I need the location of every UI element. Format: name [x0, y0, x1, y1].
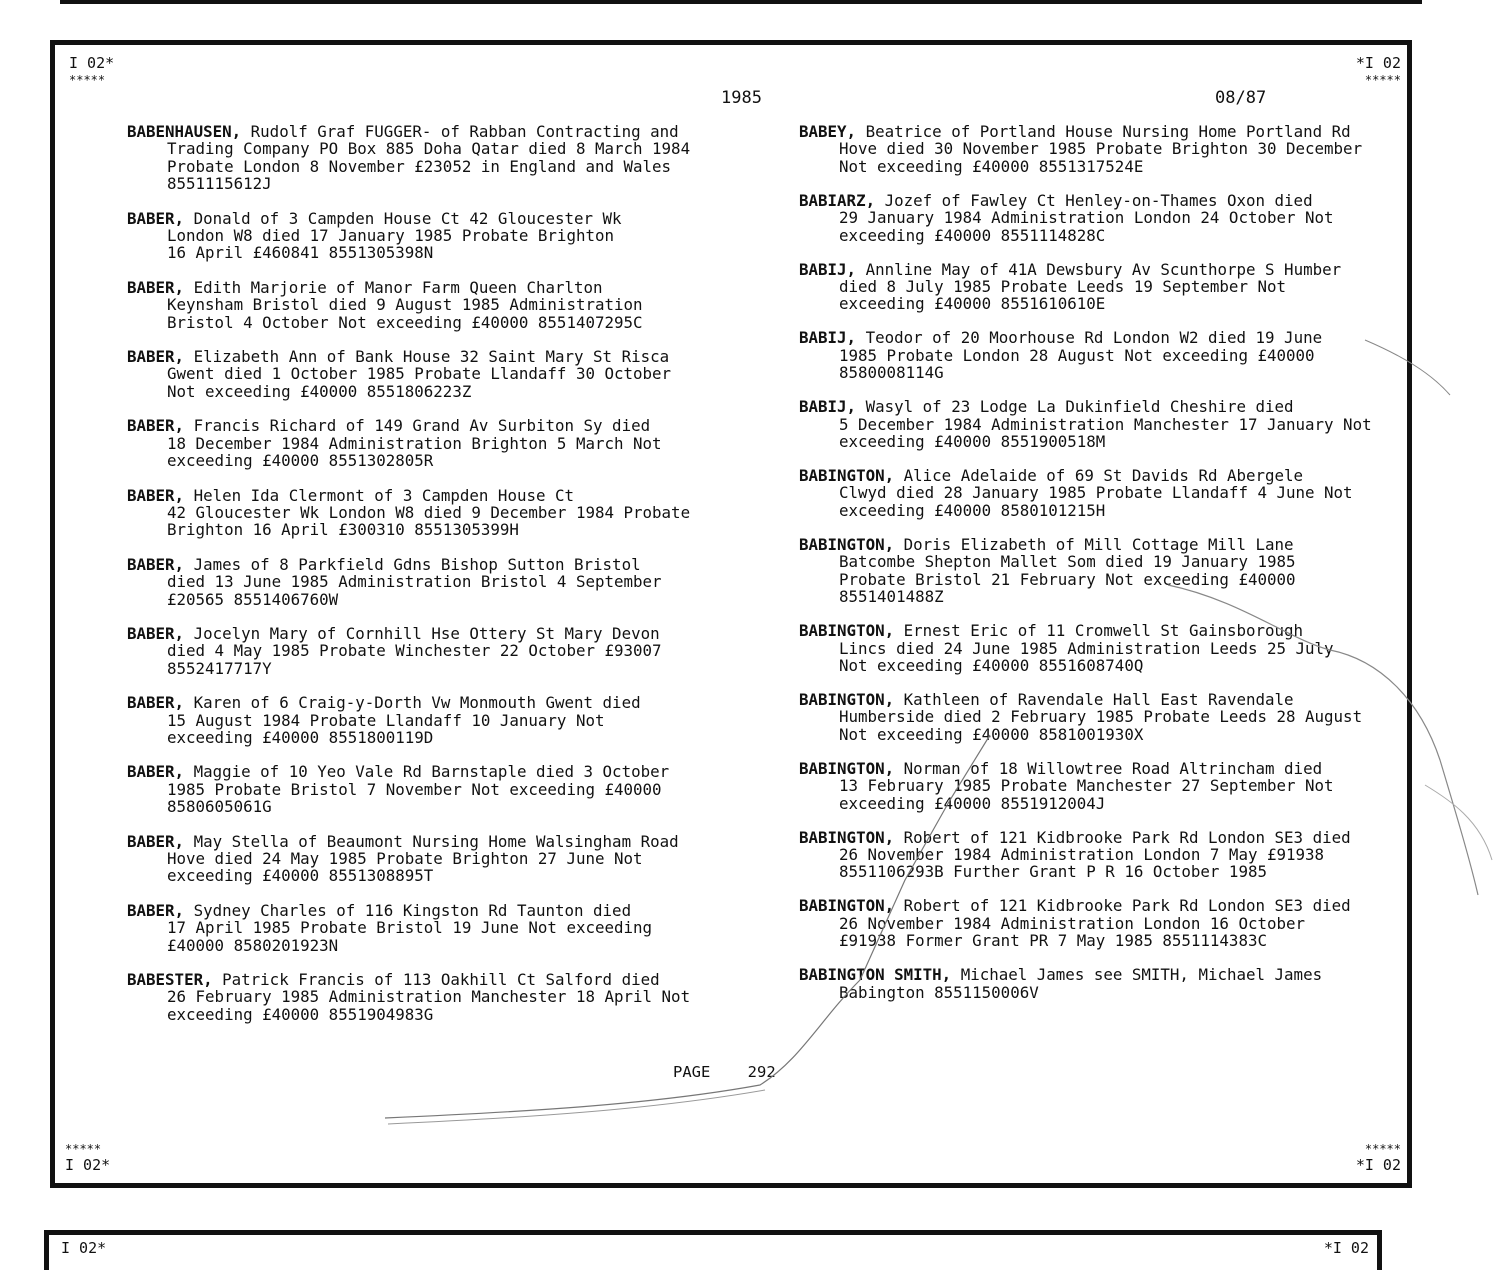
entry-details: Beatrice of Portland House Nursing Home Portland Rd Hove died 30 November 1985 Probate Brighton 30 December Not exceeding £40000 8551317524E — [839, 122, 1363, 176]
entry-details: Edith Marjorie of Manor Farm Queen Charlton Keynsham Bristol died 9 August 1985 Administration Bristol 4 October Not exceeding £40000 8551407295C — [167, 277, 643, 332]
register-year: 1985 — [721, 88, 762, 108]
entry-surname: BABIARZ, — [799, 190, 876, 210]
register-page-frame — [50, 40, 1412, 1188]
entry-details: Norman of 18 Willowtree Road Altrincham died 13 February 1985 Probate Manchester 27 September Not exceeding £40000 8551912004J — [839, 758, 1334, 813]
entry-details: Alice Adelaide of 69 St Davids Rd Abergele Clwyd died 28 January 1985 Probate Llandaff 4 June Not exceeding £40000 8580101215H — [839, 466, 1353, 520]
probate-entry — [799, 329, 1419, 381]
entry-surname: BABINGTON, — [799, 827, 895, 847]
entry-details: Ernest Eric of 11 Cromwell St Gainsborough Lincs died 24 June 1985 Administration Leeds 25 July Not exceeding £40000 8551608740Q — [839, 621, 1334, 675]
page-number-footer — [673, 1063, 776, 1081]
entry-details: Helen Ida Clermont of 3 Campden House Ct 42 Gloucester Wk London W8 died 9 December 1984 Probate Brighton 16 April £300310 8551305399H — [167, 485, 691, 540]
probate-entry — [799, 897, 1419, 949]
entry-surname: BABER, — [127, 554, 185, 574]
entry-details: Donald of 3 Campden House Ct 42 Gloucester Wk London W8 died 17 January 1985 Probate Brighton 16 April £460841 8551305398N — [167, 208, 622, 263]
code-label: I 02* — [69, 54, 115, 72]
entry-details: Robert of 121 Kidbrooke Park Rd London SE3 died 26 November 1984 Administration London 7 May £91938 8551106293B Further Grant P R 16 October 1985 — [839, 827, 1351, 882]
entry-surname: BABER, — [127, 900, 185, 920]
entry-surname: BABIJ, — [799, 397, 857, 417]
next-page-right-code: *I 02 — [1323, 1239, 1369, 1257]
entry-surname: BABER, — [127, 208, 185, 228]
probate-entry — [127, 279, 747, 331]
page-label: PAGE — [673, 1063, 711, 1081]
probate-entry — [127, 210, 747, 262]
entry-details: Sydney Charles of 116 Kingston Rd Taunton died 17 April 1985 Probate Bristol 19 June Not exceeding £40000 8580201923N — [167, 900, 653, 955]
entry-surname: BABER, — [127, 693, 185, 713]
entry-details: Michael James see SMITH, Michael James Babington 8551150006V — [839, 965, 1323, 1002]
entry-details: Francis Richard of 149 Grand Av Surbiton Sy died 18 December 1984 Administration Brighton 5 March Not exceeding £40000 8551302805R — [167, 416, 662, 471]
entry-surname: BABEY, — [799, 122, 857, 141]
entry-details: James of 8 Parkfield Gdns Bishop Sutton Bristol died 13 June 1985 Administration Bristol 4 September £20565 8551406760W — [167, 554, 662, 609]
entry-details: Doris Elizabeth of Mill Cottage Mill Lane Batcombe Shepton Mallet Som died 19 January 1985 Probate Bristol 21 February Not exceeding £40000 8551401488Z — [839, 534, 1296, 607]
entry-surname: BABIJ, — [799, 328, 857, 348]
entry-details: Teodor of 20 Moorhouse Rd London W2 died 19 June 1985 Probate London 28 August Not exceeding £40000 8580008114G — [839, 328, 1323, 383]
entry-surname: BABER, — [127, 831, 185, 851]
stars-mark: ***** — [65, 1142, 102, 1156]
top-page-edge-rule — [60, 0, 1422, 4]
entry-details: Wasyl of 23 Lodge La Dukinfield Cheshire died 5 December 1984 Administration Manchester 17 January Not exceeding £40000 8551900518M — [839, 397, 1372, 452]
probate-entry — [127, 763, 747, 815]
entry-details: Patrick Francis of 113 Oakhill Ct Salford died 26 February 1985 Administration Manchester 18 April Not exceeding £40000 8551904983G — [167, 970, 691, 1024]
entry-details: Karen of 6 Craig-y-Dorth Vw Monmouth Gwent died 15 August 1984 Probate Llandaff 10 January Not exceeding £40000 8551800119D — [167, 693, 641, 747]
entry-details: Kathleen of Ravendale Hall East Ravendale Humberside died 2 February 1985 Probate Leeds 28 August Not exceeding £40000 8581001930X — [839, 689, 1363, 744]
probate-entry — [799, 467, 1419, 519]
entry-details: Jozef of Fawley Ct Henley-on-Thames Oxon died 29 January 1984 Administration London 24 October Not exceeding £40000 8551114828C — [839, 190, 1334, 245]
probate-entry — [799, 192, 1419, 244]
probate-entry — [127, 833, 747, 885]
probate-entry — [127, 487, 747, 539]
entry-surname: BABINGTON, — [799, 896, 895, 916]
entry-surname: BABESTER, — [127, 970, 213, 990]
entry-details: Robert of 121 Kidbrooke Park Rd London SE3 died 26 November 1984 Administration London 16 October £91938 Former Grant PR 7 May 1985 8551114383C — [839, 896, 1351, 951]
stars-mark: ***** — [1364, 1142, 1401, 1156]
top-right-page-code — [1356, 55, 1401, 88]
probate-entry — [799, 261, 1419, 313]
probate-entry — [127, 417, 747, 469]
stars-mark: ***** — [69, 73, 106, 87]
entry-surname: BABER, — [127, 347, 185, 367]
right-column — [799, 123, 1419, 1018]
entry-details: Jocelyn Mary of Cornhill Hse Ottery St Mary Devon died 4 May 1985 Probate Winchester 22 October £93007 8552417717Y — [167, 623, 662, 678]
code-label: *I 02 — [1355, 1156, 1401, 1174]
probate-entry — [127, 971, 747, 1023]
probate-entry — [799, 123, 1419, 175]
probate-entry — [799, 536, 1419, 606]
bottom-right-page-code — [1356, 1140, 1401, 1173]
entry-details: Annline May of 41A Dewsbury Av Scunthorpe S Humber died 8 July 1985 Probate Leeds 19 September Not exceeding £40000 8551610610E — [839, 259, 1342, 314]
entry-surname: BABINGTON, — [799, 466, 895, 486]
entry-details: Rudolf Graf FUGGER- of Rabban Contracting and Trading Company PO Box 885 Doha Qatar died 8 March 1984 Probate London 8 November £23052 in England and Wales 8551115612J — [167, 122, 691, 194]
probate-entry — [799, 966, 1419, 1001]
entry-surname: BABIJ, — [799, 259, 857, 279]
entry-surname: BABINGTON SMITH, — [799, 965, 952, 985]
probate-entry — [127, 123, 747, 193]
entry-surname: BABINGTON, — [799, 689, 895, 709]
print-date: 08/87 — [1215, 88, 1267, 108]
entry-details: May Stella of Beaumont Nursing Home Walsingham Road Hove died 24 May 1985 Probate Brighton 27 June Not exceeding £40000 8551308895T — [167, 831, 679, 886]
entry-surname: BABER, — [127, 762, 185, 782]
entry-surname: BABER, — [127, 623, 185, 643]
entry-details: Elizabeth Ann of Bank House 32 Saint Mary St Risca Gwent died 1 October 1985 Probate Llandaff 30 October Not exceeding £40000 8551806223Z — [167, 347, 672, 401]
stars-mark: ***** — [1364, 73, 1401, 87]
next-page-frame-edge — [44, 1230, 1382, 1270]
code-label: *I 02 — [1355, 54, 1401, 72]
entry-surname: BABINGTON, — [799, 758, 895, 778]
probate-entry — [127, 694, 747, 746]
probate-entry — [799, 622, 1419, 674]
page-number: 292 — [747, 1063, 776, 1081]
next-page-left-code: I 02* — [61, 1239, 107, 1257]
probate-entry — [799, 398, 1419, 450]
entry-surname: BABER, — [127, 485, 185, 505]
probate-entry — [127, 625, 747, 677]
entry-surname: BABINGTON, — [799, 621, 895, 641]
entry-surname: BABER, — [127, 277, 185, 297]
probate-entry — [127, 348, 747, 400]
bottom-left-page-code — [65, 1140, 110, 1173]
probate-entry — [127, 556, 747, 608]
probate-entry — [799, 760, 1419, 812]
entry-surname: BABER, — [127, 416, 185, 436]
left-column — [127, 123, 747, 1040]
probate-entry — [799, 691, 1419, 743]
probate-entry — [799, 829, 1419, 881]
top-left-page-code — [69, 55, 114, 88]
entry-surname: BABENHAUSEN, — [127, 122, 242, 141]
probate-entry — [127, 902, 747, 954]
entry-surname: BABINGTON, — [799, 534, 895, 554]
code-label: I 02* — [65, 1156, 111, 1174]
entry-details: Maggie of 10 Yeo Vale Rd Barnstaple died 3 October 1985 Probate Bristol 7 November Not exceeding £40000 8580605061G — [167, 762, 670, 817]
